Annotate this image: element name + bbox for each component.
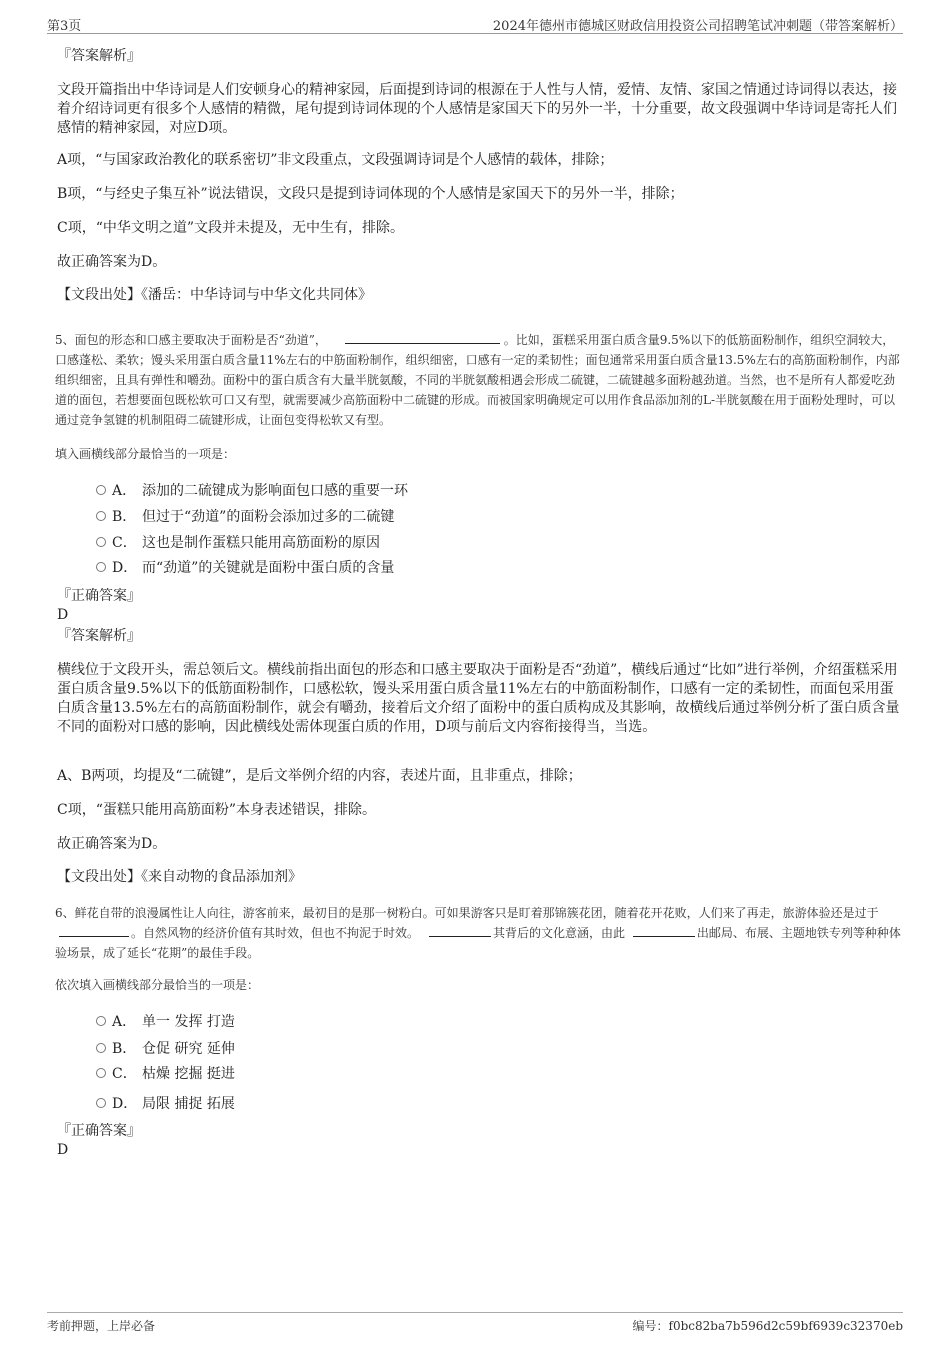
q6-stem-part-3: 其背后的文化意涵，由此 bbox=[493, 926, 626, 940]
q5-option-c-note: C项，“蛋糕只能用高筋面粉”本身表述错误，排除。 bbox=[57, 802, 377, 818]
document-serial: 编号：f0bc82ba7b596d2c59bf6939c32370eb bbox=[632, 1319, 903, 1333]
q6-stem-part-2: 。自然风物的经济价值有其时效，但也不拘泥于时效。 bbox=[131, 926, 420, 940]
q5-stem-body: 。比如，蛋糕采用蛋白质含量9.5%以下的低筋面粉制作，组织空洞较大，口感蓬松、柔软；馒头采用蛋白质含量11%左右的中筋面粉制作，组织细密，口感有一定的柔韧性；面包通常采用蛋白质含量13.5%左右的高筋面粉制作，内部组织细密，且具有弹性和嚼劲。面粉中的蛋白质含有大量半胱氨酸，不同的半胱氨酸相遇会形成二硫键，二硫键越多面粉越劲道。当然，也不是所有人都爱吃劲道的面包，若想要面包既松软可口又有型，就需要减少高筋面粉中二硫键的形成。而被国家明确规定可以用作食品添加剂的L-半胱氨酸在用于面粉处理时，可以通过竞争氢键的机制阻碍二硫键形成，让面包变得松软又有型。 bbox=[55, 333, 900, 427]
radio-button-icon[interactable] bbox=[96, 1016, 106, 1026]
q5-source: 【文段出处】《来自动物的食品添加剂》 bbox=[57, 869, 302, 885]
q6-question-stem bbox=[55, 903, 905, 963]
q5-option-ab-note: A、B两项，均提及“二硫键”，是后文举例介绍的内容，表述片面，且非重点，排除； bbox=[57, 768, 582, 784]
q4-option-b-note: B项，“与经史子集互补”说法错误，文段只是提到诗词体现的个人感情是家国天下的另外一半，排除； bbox=[57, 186, 684, 202]
page-footer bbox=[47, 1312, 903, 1337]
document-title: 2024年德州市德城区财政信用投资公司招聘笔试冲刺题（带答案解析） bbox=[492, 19, 903, 34]
radio-button-icon[interactable] bbox=[96, 537, 106, 547]
page-number: 第3页 bbox=[47, 19, 82, 34]
q6-stem-part-4: 出邮局、布展、主题地铁专列等种种体验场景，成了延长“花期”的最佳手段。 bbox=[55, 926, 901, 960]
q6-option-c[interactable]: C． 枯燥 挖掘 挺进 bbox=[96, 1065, 235, 1083]
footer-slogan: 考前押题，上岸必备 bbox=[47, 1319, 156, 1333]
radio-button-icon[interactable] bbox=[96, 562, 106, 572]
q5-blank bbox=[345, 331, 500, 344]
q6-option-b[interactable]: B． 仓促 研究 延伸 bbox=[96, 1040, 235, 1058]
page-header bbox=[47, 13, 903, 34]
q5-stem-lead: 5、面包的形态和口感主要取决于面粉是否“劲道”， bbox=[55, 333, 327, 347]
radio-button-icon[interactable] bbox=[96, 1043, 106, 1053]
q5-question-stem bbox=[55, 330, 905, 430]
radio-button-icon[interactable] bbox=[96, 485, 106, 495]
q5-instruction: 填入画横线部分最恰当的一项是： bbox=[55, 447, 236, 461]
q5-answer: D bbox=[57, 607, 69, 623]
q5-option-d[interactable]: D． 而“劲道”的关键就是面粉中蛋白质的含量 bbox=[96, 559, 394, 577]
q6-instruction: 依次填入画横线部分最恰当的一项是： bbox=[55, 978, 260, 992]
q6-option-d[interactable]: D． 局限 捕捉 拓展 bbox=[96, 1095, 235, 1113]
q6-blank-1 bbox=[59, 924, 129, 937]
q4-option-a-note: A项，“与国家政治教化的联系密切”非文段重点，文段强调诗词是个人感情的载体，排除； bbox=[57, 152, 614, 168]
q4-option-c-note: C项，“中华文明之道”文段并未提及，无中生有，排除。 bbox=[57, 220, 405, 236]
radio-button-icon[interactable] bbox=[96, 511, 106, 521]
q5-option-a[interactable]: A． 添加的二硫键成为影响面包口感的重要一环 bbox=[96, 482, 408, 500]
q6-blank-3 bbox=[633, 924, 695, 937]
q5-option-c[interactable]: C． 这也是制作蛋糕只能用高筋面粉的原因 bbox=[96, 534, 380, 552]
q4-conclusion: 故正确答案为D。 bbox=[57, 254, 167, 270]
radio-button-icon[interactable] bbox=[96, 1098, 106, 1108]
q6-answer-heading: 『正确答案』 bbox=[57, 1123, 141, 1139]
q4-source: 【文段出处】《潘岳：中华诗词与中华文化共同体》 bbox=[57, 287, 372, 303]
q5-analysis-paragraph: 横线位于文段开头，需总领后文。横线前指出面包的形态和口感主要取决于面粉是否“劲道”，横线后通过“比如”进行举例，介绍蛋糕采用蛋白质含量9.5%以下的低筋面粉制作，口感松软，馒头采用蛋白质含量11%左右的中筋面粉制作，口感有一定的柔韧性，而面包采用蛋白质含量13.5%左右的高筋面粉制作，就会有嚼劲，接着后文介绍了面粉中的蛋白质构成及其影响，故横线后通过举例分析了蛋白质含量不同的面粉对口感的影响，因此横线处需体现蛋白质的作用，D项与前后文内容衔接得当，当选。 bbox=[57, 662, 900, 735]
q5-conclusion: 故正确答案为D。 bbox=[57, 836, 167, 852]
q5-answer-heading: 『正确答案』 bbox=[57, 588, 141, 604]
q6-answer: D bbox=[57, 1142, 69, 1158]
q6-blank-2 bbox=[429, 924, 491, 937]
q5-analysis-heading: 『答案解析』 bbox=[57, 628, 141, 644]
radio-button-icon[interactable] bbox=[96, 1068, 106, 1078]
q6-option-a[interactable]: A． 单一 发挥 打造 bbox=[96, 1013, 235, 1031]
q4-analysis-heading: 『答案解析』 bbox=[57, 48, 141, 64]
q4-analysis-paragraph: 文段开篇指出中华诗词是人们安顿身心的精神家园，后面提到诗词的根源在于人性与人情，爱情、友情、家国之情通过诗词得以表达，接着介绍诗词更有很多个人感情的精微，尾句提到诗词体现的个人感情是家国天下的另外一半，十分重要，故文段强调中华诗词是寄托人们感情的精神家园，对应D项。 bbox=[57, 82, 897, 136]
q5-option-b[interactable]: B． 但过于“劲道”的面粉会添加过多的二硫键 bbox=[96, 508, 394, 526]
q6-stem-part-1: 6、鲜花自带的浪漫属性让人向往，游客前来，最初目的是那一树粉白。可如果游客只是盯着那锦簇花团，随着花开花败，人们来了再走，旅游体验还是过于 bbox=[55, 906, 879, 920]
